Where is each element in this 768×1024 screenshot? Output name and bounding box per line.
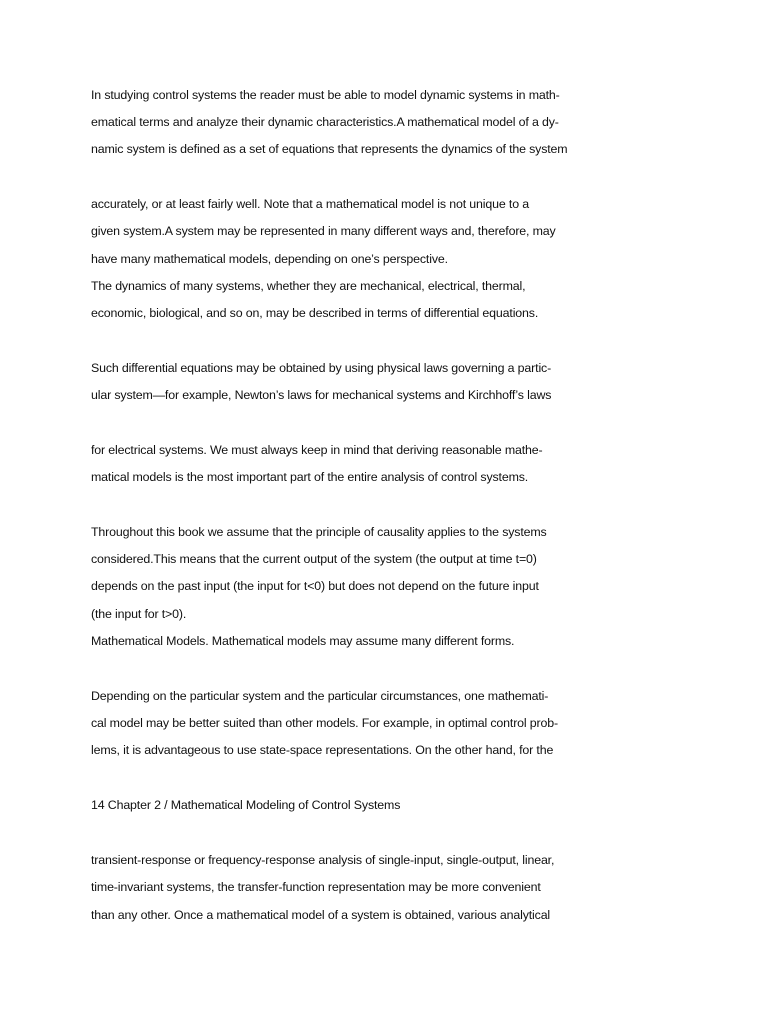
- text-line: namic system is defined as a set of equations that represents the dynamics of the system: [91, 142, 568, 156]
- text-line: economic, biological, and so on, may be described in terms of differential equations.: [91, 306, 539, 320]
- text-line: considered.This means that the current output of the system (the output at time t=0): [91, 552, 537, 566]
- text-line: The dynamics of many systems, whether they are mechanical, electrical, thermal,: [91, 279, 526, 293]
- text-line: (the input for t>0).: [91, 607, 187, 621]
- text-line: have many mathematical models, depending on one’s perspective.: [91, 252, 448, 266]
- text-line: given system.A system may be represented in many different ways and, therefore, may: [91, 224, 556, 238]
- text-line: matical models is the most important part of the entire analysis of control systems.: [91, 470, 529, 484]
- text-line: depends on the past input (the input for t<0) but does not depend on the future input: [91, 579, 539, 593]
- text-line: ematical terms and analyze their dynamic characteristics.A mathematical model of a dy-: [91, 115, 559, 129]
- text-line: Mathematical Models. Mathematical models may assume many different forms.: [91, 634, 515, 648]
- text-line: ular system—for example, Newton’s laws for mechanical systems and Kirchhoff’s laws: [91, 388, 552, 402]
- text-line: In studying control systems the reader must be able to model dynamic systems in math-: [91, 88, 560, 102]
- text-line: transient-response or frequency-response analysis of single-input, single-output, linear,: [91, 853, 555, 867]
- text-line: than any other. Once a mathematical model of a system is obtained, various analytical: [91, 908, 551, 922]
- text-line: lems, it is advantageous to use state-space representations. On the other hand, for the: [91, 743, 554, 757]
- text-line: time-invariant systems, the transfer-function representation may be more convenient: [91, 880, 541, 894]
- text-line: Such differential equations may be obtained by using physical laws governing a partic-: [91, 361, 552, 375]
- text-line: Depending on the particular system and the particular circumstances, one mathemati-: [91, 689, 549, 703]
- text-line: for electrical systems. We must always keep in mind that deriving reasonable mathe-: [91, 443, 543, 457]
- running-footer: 14 Chapter 2 / Mathematical Modeling of Control Systems: [91, 798, 401, 812]
- text-line: accurately, or at least fairly well. Note that a mathematical model is not unique to a: [91, 197, 529, 211]
- text-line: cal model may be better suited than other models. For example, in optimal control prob-: [91, 716, 558, 730]
- text-line: Throughout this book we assume that the principle of causality applies to the systems: [91, 525, 547, 539]
